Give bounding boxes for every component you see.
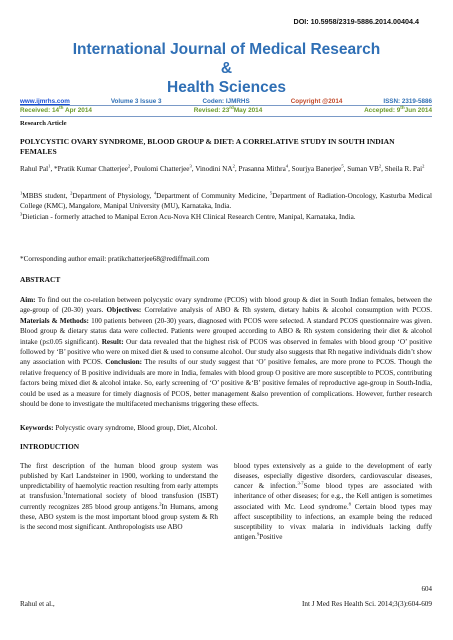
- journal-title-ampersand: &: [220, 60, 233, 77]
- divider-bottom: [20, 116, 432, 117]
- authors: Rahul Pal$^1$, *Pratik Kumar Chatterjee$^2$, Poulomi Chatterjee$^3$, Vinodini $NA^2$, Prasanna Mithra$^4$, Sourjya Banerjee$^5$, Suman $VB^2$, Sheila R. Pai$^2$: [20, 163, 425, 173]
- journal-title: [0, 40, 453, 97]
- coden: Coden: IJMRHS: [202, 98, 250, 105]
- footer-author: Rahul et al.,: [20, 600, 55, 608]
- doi-text: DOI: 10.5958/2319-5886.2014.00404.4: [293, 17, 419, 26]
- copyright: Copyright @2014: [290, 98, 343, 105]
- article-title: POLYCYSTIC OVARY SYNDROME, BLOOD GROUP & DIET: A CORRELATIVE STUDY IN SOUTH INDIAN FEMALES: [20, 137, 395, 156]
- introduction-left-column: The first description of the human blood group system was published by Karl Landsteiner in 1900, working to understand the unpredictability of haemolytic reaction resulting from early attempts at transfusion.$^1$International society of blood transfusion (ISBT) currently recognizes 285 blood group antigens.$^2$In Humans, among these, ABO system is the most important blood group system & Rh is the second most significant. Anthropologists use ABO: [20, 462, 218, 531]
- abstract-heading: ABSTRACT: [20, 275, 61, 284]
- introduction-heading: INTRODUCTION: [20, 442, 80, 451]
- issn: ISSN: 2319-5886: [383, 98, 432, 105]
- accepted-date: Accepted: 9thJun 2014: [364, 104, 432, 114]
- page-number: 604: [421, 585, 432, 593]
- keywords: [20, 423, 432, 433]
- journal-title-line3: Health Sciences: [167, 79, 286, 96]
- submission-dates: [20, 104, 432, 114]
- corresponding-author: *Corresponding author email: pratikchatterjee68@rediffmail.com: [20, 255, 210, 263]
- divider-top: [20, 105, 432, 106]
- revised-date: Revised: 23rdMay 2014: [193, 104, 263, 114]
- footer-citation: Int J Med Res Health Sci. 2014;3(3):604-609: [302, 600, 432, 608]
- affiliations: $^1$MBBS student, $^2$Department of Physiology, $^4$Department of Community Medicine, $^5$Department of Radiation-Oncology, Kasturba Medical College (KMC), Mangalore, Manipal University (MU), Karnataka, India. $^3$Dietician - formerly attached to Manipal Ecron Acu-Nova KH Clinical Research Centre, Manipal, Karnataka, India.: [20, 190, 432, 221]
- keywords-label: Keywords:: [20, 424, 54, 432]
- journal-info-bar: [20, 98, 432, 105]
- received-date: Received: 14th Apr 2014: [20, 104, 92, 114]
- journal-title-line1: International Journal of Medical Research: [72, 41, 381, 58]
- abstract-text: Aim: To find out the co-relation between polycystic ovary syndrome (PCOS) with blood group & diet in South Indian females, between the age-group of (20-30) years. Objectives: Correlative analysis of ABO & Rh system, dietary habits & alcohol consumption with PCOS. Materials & Methods: 100 patients between (20-30) years, diagnosed with PCOS were selected. A standard PCOS questionnaire was given. Blood group & dietary status data were collected. Patients were grouped according to ABO & Rh system considering their diet & alcohol intake (p≤0.05 significant). Result: Our data revealed that the highest risk of PCOS was observed in females with blood group ‘O’ positive followed by ‘B’ positive who were on mixed diet & used to consume alcohol. Our study also suggests that Rh negative individuals didn’t show any association with PCOS. Conclusion: The results of our study suggest that ‘O’ positive females, are more prone to PCOS. Though the relative frequency of B positive individuals are more in India, females with blood group O positive are more susceptible to PCOS, contributing factors being mixed diet & alcohol intake. So, early screening of ‘O’ positive &‘B’ positive females of reproductive age-group in South-India, could be used as a measure for timely diagnosis of PCOS, better management &also prevention of complications. However, further research should be done to investigate the multifaceted mechanisms triggering these effects.: [20, 296, 432, 409]
- volume-issue: Volume 3 Issue 3: [110, 98, 162, 105]
- keywords-list: Polycystic ovary syndrome, Blood group, Diet, Alcohol.: [55, 424, 218, 432]
- article-type: Research Article: [20, 120, 67, 127]
- introduction-right-column: blood types extensively as a guide to the development of early diseases, especially digestive disorders, cardiovascular diseases, cancer & infection.$^{3-7}$Some blood types are associated with inheritance of other diseases; for e.g., the Kell antigen is sometimes associated with Mc. Leod syndrome.$^8$ Certain blood types may affect susceptibility to infections, an example being the reduced susceptibility to vivax malaria in individuals lacking duffy antigen.$^9$Positive: [234, 462, 433, 542]
- journal-url-link[interactable]: www.ijmrhs.com: [20, 98, 70, 105]
